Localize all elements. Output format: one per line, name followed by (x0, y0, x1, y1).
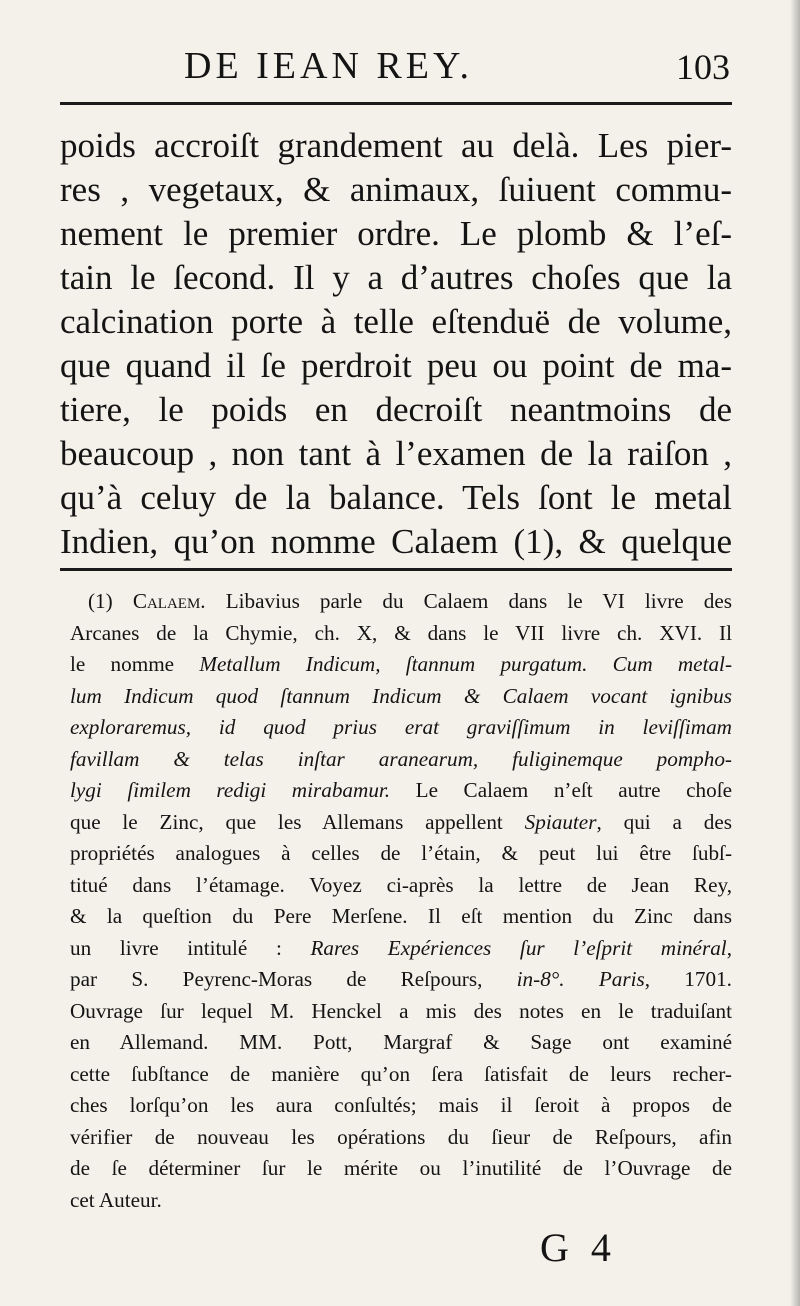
text-line: que quand il ſe perdroit peu ou point de ma- (60, 346, 732, 385)
footnote-italic: favillam & telas inſtar aranearum, fuliginemque pompho- (70, 746, 732, 771)
text-line: beaucoup , non tant à l’examen de la raiſon , (60, 434, 732, 473)
running-title: DE IEAN REY. (184, 45, 474, 87)
text-line: tain le ſecond. Il y a d’autres choſes que la (60, 258, 732, 297)
footnote-line: propriétés analogues à celles de l’étain, & peut lui être ſubſ- (70, 841, 732, 865)
text-line: qu’à celuy de la balance. Tels ſont le metal (60, 478, 732, 517)
text-line: nement le premier ordre. Le plomb & l’eſ- (60, 214, 732, 253)
main-text (60, 124, 732, 564)
footnote-text: , 1701. (644, 967, 732, 991)
page-header (60, 44, 730, 94)
footnote-line: titué dans l’étamage. Voyez ci-après la lettre de Jean Rey, (70, 872, 732, 897)
footnote-line: ches lorſqu’on les aura conſultés; mais il ſeroit à propos de (70, 1093, 732, 1117)
footnote-line: cette ſubſtance de manière qu’on ſera ſatisfait de leurs recher- (70, 1061, 732, 1086)
footnote-italic: lygi ſimilem redigi mirabamur. (70, 778, 391, 802)
footnote-text: par S. Peyrenc-Moras de Reſpours, (70, 967, 517, 991)
footnote-italic: in-8°. Paris (516, 967, 645, 991)
footnote-line: Arcanes de la Chymie, ch. X, & dans le VII livre ch. XVI. Il (70, 620, 732, 645)
footnote-text: le nomme (70, 652, 200, 676)
footnote-text: , (726, 935, 732, 960)
footnote-line: de ſe déterminer ſur le mérite ou l’inutilité de l’Ouvrage de (70, 1156, 732, 1180)
footnote-line (70, 807, 732, 839)
footnote-text: un livre intitulé : (70, 935, 311, 960)
text-line: poids accroiſt grandement au delà. Les pier- (60, 126, 732, 165)
header-rule (60, 102, 732, 105)
footnote-line (70, 649, 732, 681)
footnote-italic: Rares Expériences ſur l’eſprit minéral (310, 935, 727, 960)
footnote-line (70, 744, 732, 776)
footnote-italic: Metallum Indicum, ſtannum purgatum. Cum metal- (199, 652, 733, 676)
footnote-text: que le Zinc, que les Allemans appellent (70, 809, 525, 834)
footnote-line (70, 964, 732, 996)
text-line: res , vegetaux, & animaux, ſuiuent commu- (60, 170, 732, 209)
footnote-line (70, 933, 732, 965)
footnote-marker: (1) (88, 589, 113, 613)
page-edge-shadow (790, 0, 800, 1306)
footnote-text: Le Calaem n’eſt autre choſe (390, 778, 732, 802)
footnote-line: Ouvrage ſur lequel M. Henckel a mis des notes en le traduiſant (70, 998, 732, 1023)
footnote-line (70, 586, 732, 618)
footnote-text: , qui a des (596, 809, 732, 834)
text-line: tiere, le poids en decroiſt neantmoins de (60, 390, 732, 429)
page-number: 103 (676, 47, 730, 87)
footnote-italic: lum Indicum quod ſtannum Indicum & Calaem vocant ignibus (70, 683, 732, 708)
footnote-italic: exploraremus, id quod prius erat graviſſimum in leviſſimam (70, 715, 732, 739)
footnote (70, 586, 732, 1216)
footnote-line: vérifier de nouveau les opérations du ſieur de Reſpours, afin (70, 1124, 732, 1149)
text-line: calcination porte à telle eſtenduë de volume, (60, 302, 732, 341)
footnote-text: Libavius parle du Calaem dans le VI livre des (205, 589, 733, 613)
footnote-line: & la queſtion du Pere Merſene. Il eſt mention du Zinc dans (70, 904, 732, 928)
footnote-line (70, 681, 732, 713)
text-line: Indien, qu’on nomme Calaem (1), & quelque (60, 522, 732, 561)
footnote-rule (60, 568, 732, 571)
footnote-term: Calaem. (132, 589, 206, 613)
footnote-line: cet Auteur. (70, 1187, 162, 1212)
footnote-line (70, 712, 732, 744)
footnote-line (70, 775, 732, 807)
footnote-italic: Spiauter (524, 809, 597, 834)
signature-mark: G 4 (540, 1225, 617, 1270)
footnote-line: en Allemand. MM. Pott, Margraf & Sage ont examiné (70, 1030, 732, 1054)
